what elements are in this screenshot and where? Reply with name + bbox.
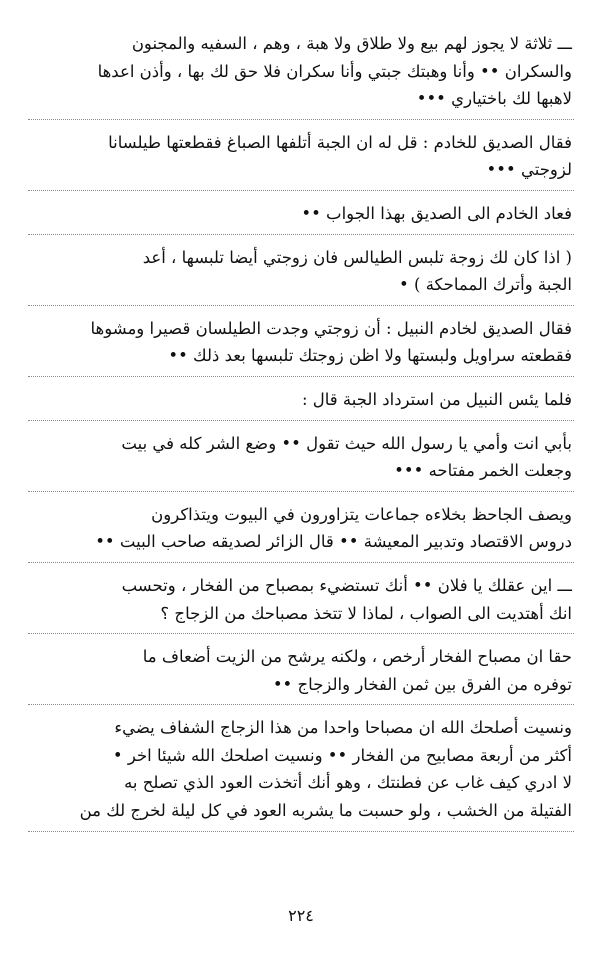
paragraph bbox=[28, 386, 574, 421]
text-line: ونسيت أصلحك الله ان مصباحا واحدا من هذا الزجاج الشفاف يضيء bbox=[114, 718, 572, 738]
paragraph bbox=[28, 430, 574, 492]
text-line: حقا ان مصباح الفخار أرخص ، ولكنه يرشح من الزيت أضعاف ما bbox=[142, 647, 572, 667]
paragraph bbox=[28, 714, 574, 831]
text-line: توفره من الفرق بين ثمن الفخار والزجاج •• bbox=[272, 674, 572, 694]
text-line: لزوجتي ••• bbox=[486, 160, 572, 180]
text-line: فقطعته سراويل ولبستها ولا اظن زوجتك تلبسها بعد ذلك •• bbox=[168, 346, 572, 366]
paragraph bbox=[28, 200, 574, 235]
text-line: لا ادري كيف غاب عن فطنتك ، وهو أنك أتخذت العود الذي تصلح به bbox=[124, 773, 572, 793]
text-line: أكثر من أربعة مصابيح من الفخار •• ونسيت اصلحك الله شيئا اخر • bbox=[112, 745, 572, 765]
text-line: بأبي انت وأمي يا رسول الله حيث تقول •• وضع الشر كله في بيت bbox=[121, 433, 572, 453]
text-line: فقال الصديق لخادم النبيل : أن زوجتي وجدت الطيلسان قصيرا ومشوها bbox=[90, 318, 572, 338]
text-line: ( اذا كان لك زوجة تلبس الطيالس فان زوجتي أيضا تلبسها ، أعد bbox=[142, 247, 572, 267]
paragraph bbox=[28, 572, 574, 634]
page-number: ٢٢٤ bbox=[288, 906, 314, 925]
text-line: دروس الاقتصاد وتدبير المعيشة •• قال الزائر لصديقه صاحب البيت •• bbox=[95, 532, 572, 552]
text-line: والسكران •• وأنا وهبتك جبتي وأنا سكران فلا حق لك بها ، وأذن اعدها bbox=[97, 61, 572, 81]
text-line: الجبة وأترك المماحكة ) • bbox=[399, 275, 572, 295]
paragraph bbox=[28, 30, 574, 120]
paragraph bbox=[28, 315, 574, 377]
text-line: وجعلت الخمر مفتاحه ••• bbox=[394, 461, 572, 481]
text-line: ويصف الجاحظ بخلاءه جماعات يتزاورون في البيوت ويتذاكرون bbox=[151, 504, 572, 524]
paragraph bbox=[28, 244, 574, 306]
text-line: فلما يئس النبيل من استرداد الجبة قال : bbox=[301, 389, 572, 409]
paragraph bbox=[28, 643, 574, 705]
paragraph bbox=[28, 501, 574, 563]
paragraph bbox=[28, 129, 574, 191]
text-line: الفتيلة من الخشب ، ولو حسبت ما يشربه العود في كل ليلة لخرج لك من bbox=[79, 801, 572, 821]
text-line: انك أهتديت الى الصواب ، لماذا لا تتخذ مصباحك من الزجاج ؟ bbox=[160, 603, 572, 623]
text-line: فعاد الخادم الى الصديق بهذا الجواب •• bbox=[301, 203, 572, 223]
text-line: لاهبها لك باختياري ••• bbox=[416, 89, 572, 109]
text-line: فقال الصديق للخادم : قل له ان الجبة أتلفها الصباغ فقطعتها طيلسانا bbox=[108, 132, 572, 152]
text-line: ـــ ثلاثة لا يجوز لهم بيع ولا طلاق ولا هبة ، وهم ، السفيه والمجنون bbox=[131, 34, 572, 53]
text-line: ـــ اين عقلك يا فلان •• أنك تستضيء بمصباح من الفخار ، وتحسب bbox=[121, 575, 572, 595]
